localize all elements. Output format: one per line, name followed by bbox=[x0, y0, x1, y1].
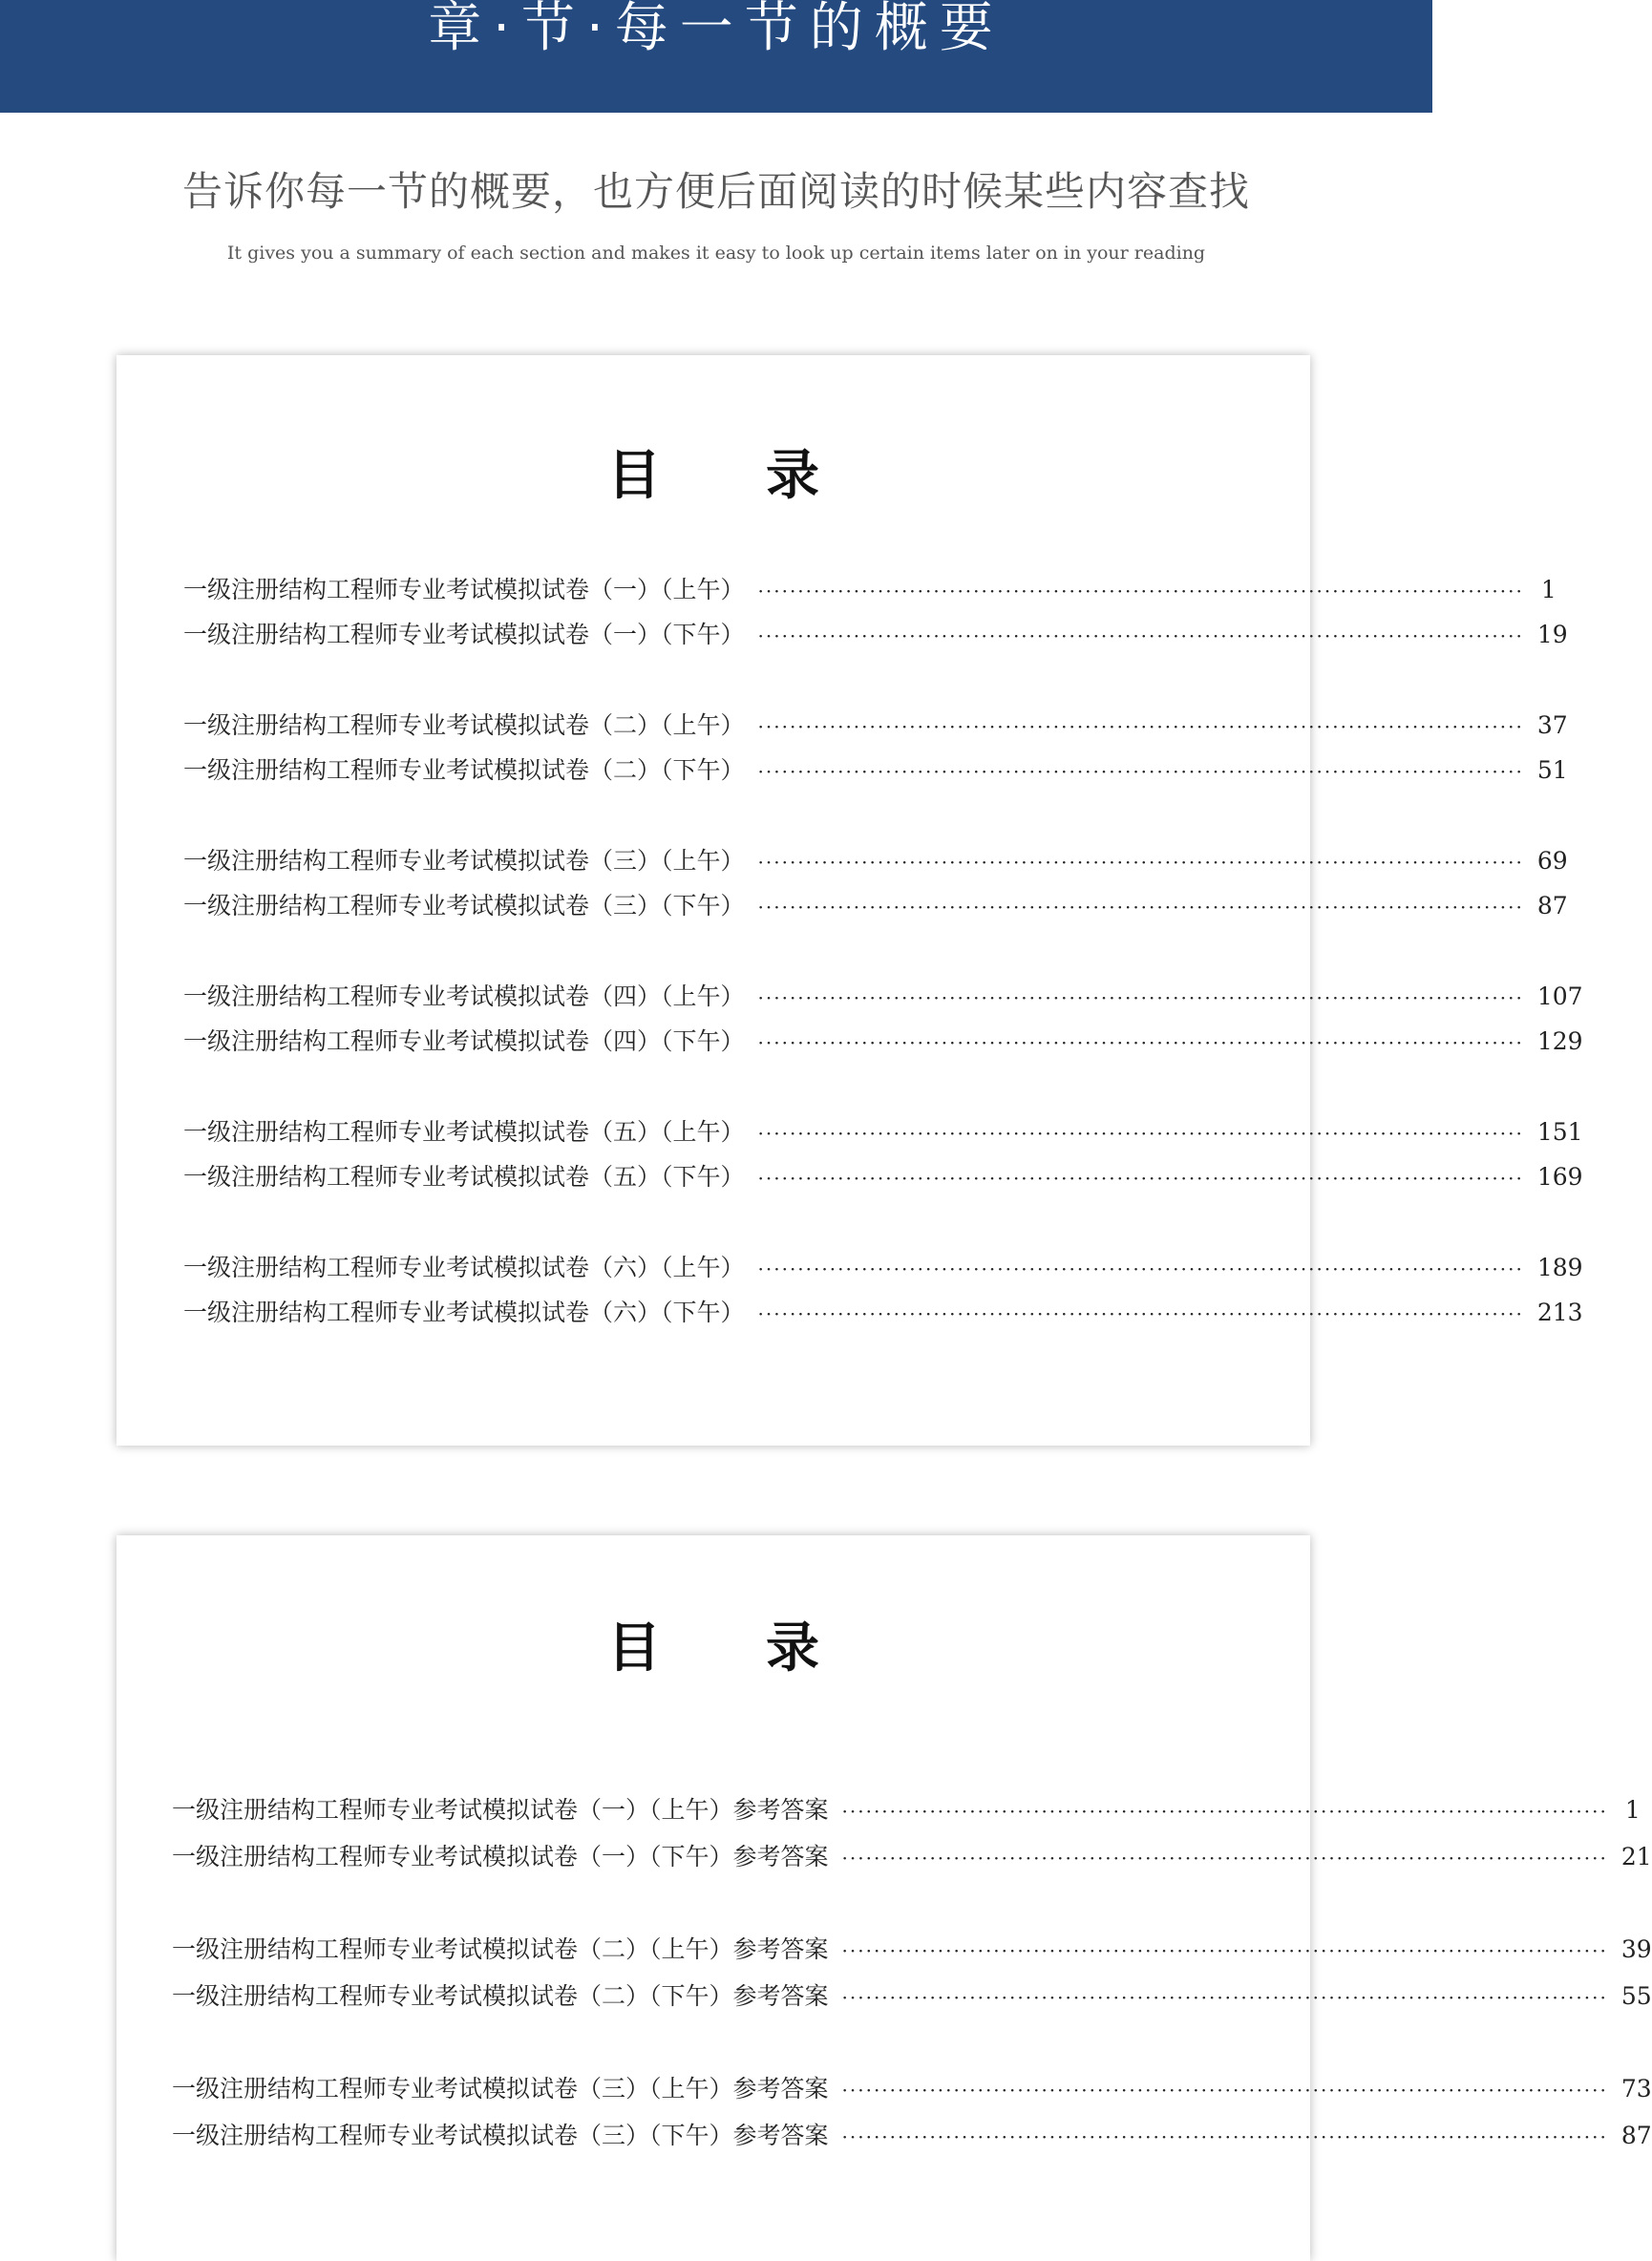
toc-entry-page: 107 bbox=[1536, 983, 1583, 1010]
toc-entry[interactable] bbox=[172, 1793, 1641, 1828]
dot-leader: ································································································ bbox=[757, 1122, 1524, 1145]
toc-entry[interactable] bbox=[172, 2072, 1652, 2106]
toc-card-answers bbox=[116, 1535, 1652, 2261]
toc-entry-label: 一级注册结构工程师专业考试模拟试卷（五）（下午） bbox=[183, 1163, 745, 1191]
dot-leader: ································································································ bbox=[757, 760, 1524, 783]
toc-entry-label: 一级注册结构工程师专业考试模拟试卷（一）（下午）参考答案 bbox=[172, 1843, 829, 1870]
subtitle-chinese: 告诉你每一节的概要，也方便后面阅读的时候某些内容查找 bbox=[181, 168, 1250, 215]
toc-entry-page: 51 bbox=[1536, 756, 1568, 784]
toc-title-char-1: 目 bbox=[607, 445, 661, 507]
toc-title bbox=[116, 1606, 1310, 1682]
toc-entry-page: 129 bbox=[1536, 1027, 1583, 1055]
toc-entry[interactable] bbox=[183, 980, 1583, 1014]
toc-entry-label: 一级注册结构工程师专业考试模拟试卷（四）（上午） bbox=[183, 983, 745, 1010]
toc-entry-page: 151 bbox=[1536, 1118, 1583, 1146]
toc-entry[interactable] bbox=[183, 1025, 1583, 1059]
dot-leader: ································································································ bbox=[757, 851, 1524, 874]
toc-entry-label: 一级注册结构工程师专业考试模拟试卷（六）（下午） bbox=[183, 1299, 745, 1326]
toc-entry-label: 一级注册结构工程师专业考试模拟试卷（三）（下午） bbox=[183, 892, 745, 919]
dot-leader: ································································································ bbox=[757, 896, 1524, 919]
toc-entry-page: 1 bbox=[1624, 1796, 1641, 1824]
toc-entry[interactable] bbox=[183, 844, 1568, 878]
toc-entry-page: 87 bbox=[1620, 2122, 1652, 2149]
toc-entry[interactable] bbox=[183, 1251, 1583, 1285]
toc-entry-page: 169 bbox=[1536, 1163, 1583, 1191]
toc-entry-label: 一级注册结构工程师专业考试模拟试卷（一）（上午）参考答案 bbox=[172, 1796, 829, 1824]
toc-entry[interactable] bbox=[172, 1979, 1652, 2014]
dot-leader: ································································································ bbox=[757, 624, 1524, 647]
toc-entry-label: 一级注册结构工程师专业考试模拟试卷（二）（上午）参考答案 bbox=[172, 1935, 829, 1963]
toc-entry-label: 一级注册结构工程师专业考试模拟试卷（三）（上午）参考答案 bbox=[172, 2075, 829, 2103]
toc-entry-label: 一级注册结构工程师专业考试模拟试卷（三）（下午）参考答案 bbox=[172, 2122, 829, 2149]
toc-entry-label: 一级注册结构工程师专业考试模拟试卷（一）（下午） bbox=[183, 621, 745, 648]
dot-leader: ································································································ bbox=[841, 1939, 1608, 1962]
toc-entry-label: 一级注册结构工程师专业考试模拟试卷（四）（下午） bbox=[183, 1027, 745, 1055]
toc-card-exams bbox=[116, 355, 1583, 1446]
toc-entry-label: 一级注册结构工程师专业考试模拟试卷（二）（下午） bbox=[183, 756, 745, 784]
toc-entry-page: 69 bbox=[1536, 847, 1568, 875]
dot-leader: ································································································ bbox=[841, 2079, 1608, 2102]
banner-title: 章·节·每一节的概要 bbox=[428, 0, 1005, 59]
toc-entry-page: 19 bbox=[1536, 621, 1568, 648]
dot-leader: ································································································ bbox=[757, 1031, 1524, 1054]
subtitle-english: It gives you a summary of each section and makes it easy to look up certain items later on in your reading bbox=[226, 243, 1206, 264]
toc-entry-label: 一级注册结构工程师专业考试模拟试卷（二）（上午） bbox=[183, 711, 745, 739]
toc-entry-page: 73 bbox=[1620, 2075, 1652, 2103]
toc-title-char-2: 录 bbox=[766, 1617, 819, 1680]
dot-leader: ································································································ bbox=[841, 1986, 1608, 2009]
toc-entry[interactable] bbox=[183, 618, 1568, 652]
toc-entry[interactable] bbox=[172, 2119, 1652, 2153]
toc-entry-page: 55 bbox=[1620, 1982, 1652, 2010]
toc-entry-label: 一级注册结构工程师专业考试模拟试卷（六）（上午） bbox=[183, 1254, 745, 1281]
toc-entry-page: 39 bbox=[1620, 1935, 1652, 1963]
toc-entry-label: 一级注册结构工程师专业考试模拟试卷（三）（上午） bbox=[183, 847, 745, 875]
dot-leader: ································································································ bbox=[757, 580, 1524, 602]
toc-entry[interactable] bbox=[183, 889, 1568, 923]
toc-entry-page: 1 bbox=[1540, 576, 1557, 603]
toc-entry[interactable] bbox=[183, 1115, 1583, 1150]
toc-title-char-1: 目 bbox=[607, 1617, 661, 1680]
toc-entry[interactable] bbox=[183, 1296, 1583, 1330]
dot-leader: ································································································ bbox=[757, 1257, 1524, 1280]
dot-leader: ································································································ bbox=[757, 1302, 1524, 1325]
dot-leader: ································································································ bbox=[757, 715, 1524, 738]
toc-entry[interactable] bbox=[172, 1933, 1652, 1967]
header-banner bbox=[0, 0, 1432, 113]
toc-entry-label: 一级注册结构工程师专业考试模拟试卷（二）（下午）参考答案 bbox=[172, 1982, 829, 2010]
toc-entry-page: 189 bbox=[1536, 1254, 1583, 1281]
toc-entry-label: 一级注册结构工程师专业考试模拟试卷（五）（上午） bbox=[183, 1118, 745, 1146]
toc-entry-label: 一级注册结构工程师专业考试模拟试卷（一）（上午） bbox=[183, 576, 745, 603]
dot-leader: ································································································ bbox=[757, 1167, 1524, 1190]
toc-entry-page: 21 bbox=[1620, 1843, 1652, 1870]
dot-leader: ································································································ bbox=[757, 986, 1524, 1009]
toc-entry[interactable] bbox=[183, 573, 1557, 607]
dot-leader: ································································································ bbox=[841, 2125, 1608, 2148]
toc-entry[interactable] bbox=[172, 1840, 1652, 1874]
toc-entry[interactable] bbox=[183, 1160, 1583, 1194]
dot-leader: ································································································ bbox=[841, 1800, 1608, 1823]
toc-entry-page: 87 bbox=[1536, 892, 1568, 919]
toc-title-char-2: 录 bbox=[766, 445, 819, 507]
toc-title bbox=[116, 433, 1310, 510]
toc-entry-page: 213 bbox=[1536, 1299, 1583, 1326]
toc-entry[interactable] bbox=[183, 753, 1568, 788]
toc-entry-page: 37 bbox=[1536, 711, 1568, 739]
dot-leader: ································································································ bbox=[841, 1847, 1608, 1870]
toc-entry[interactable] bbox=[183, 708, 1568, 743]
